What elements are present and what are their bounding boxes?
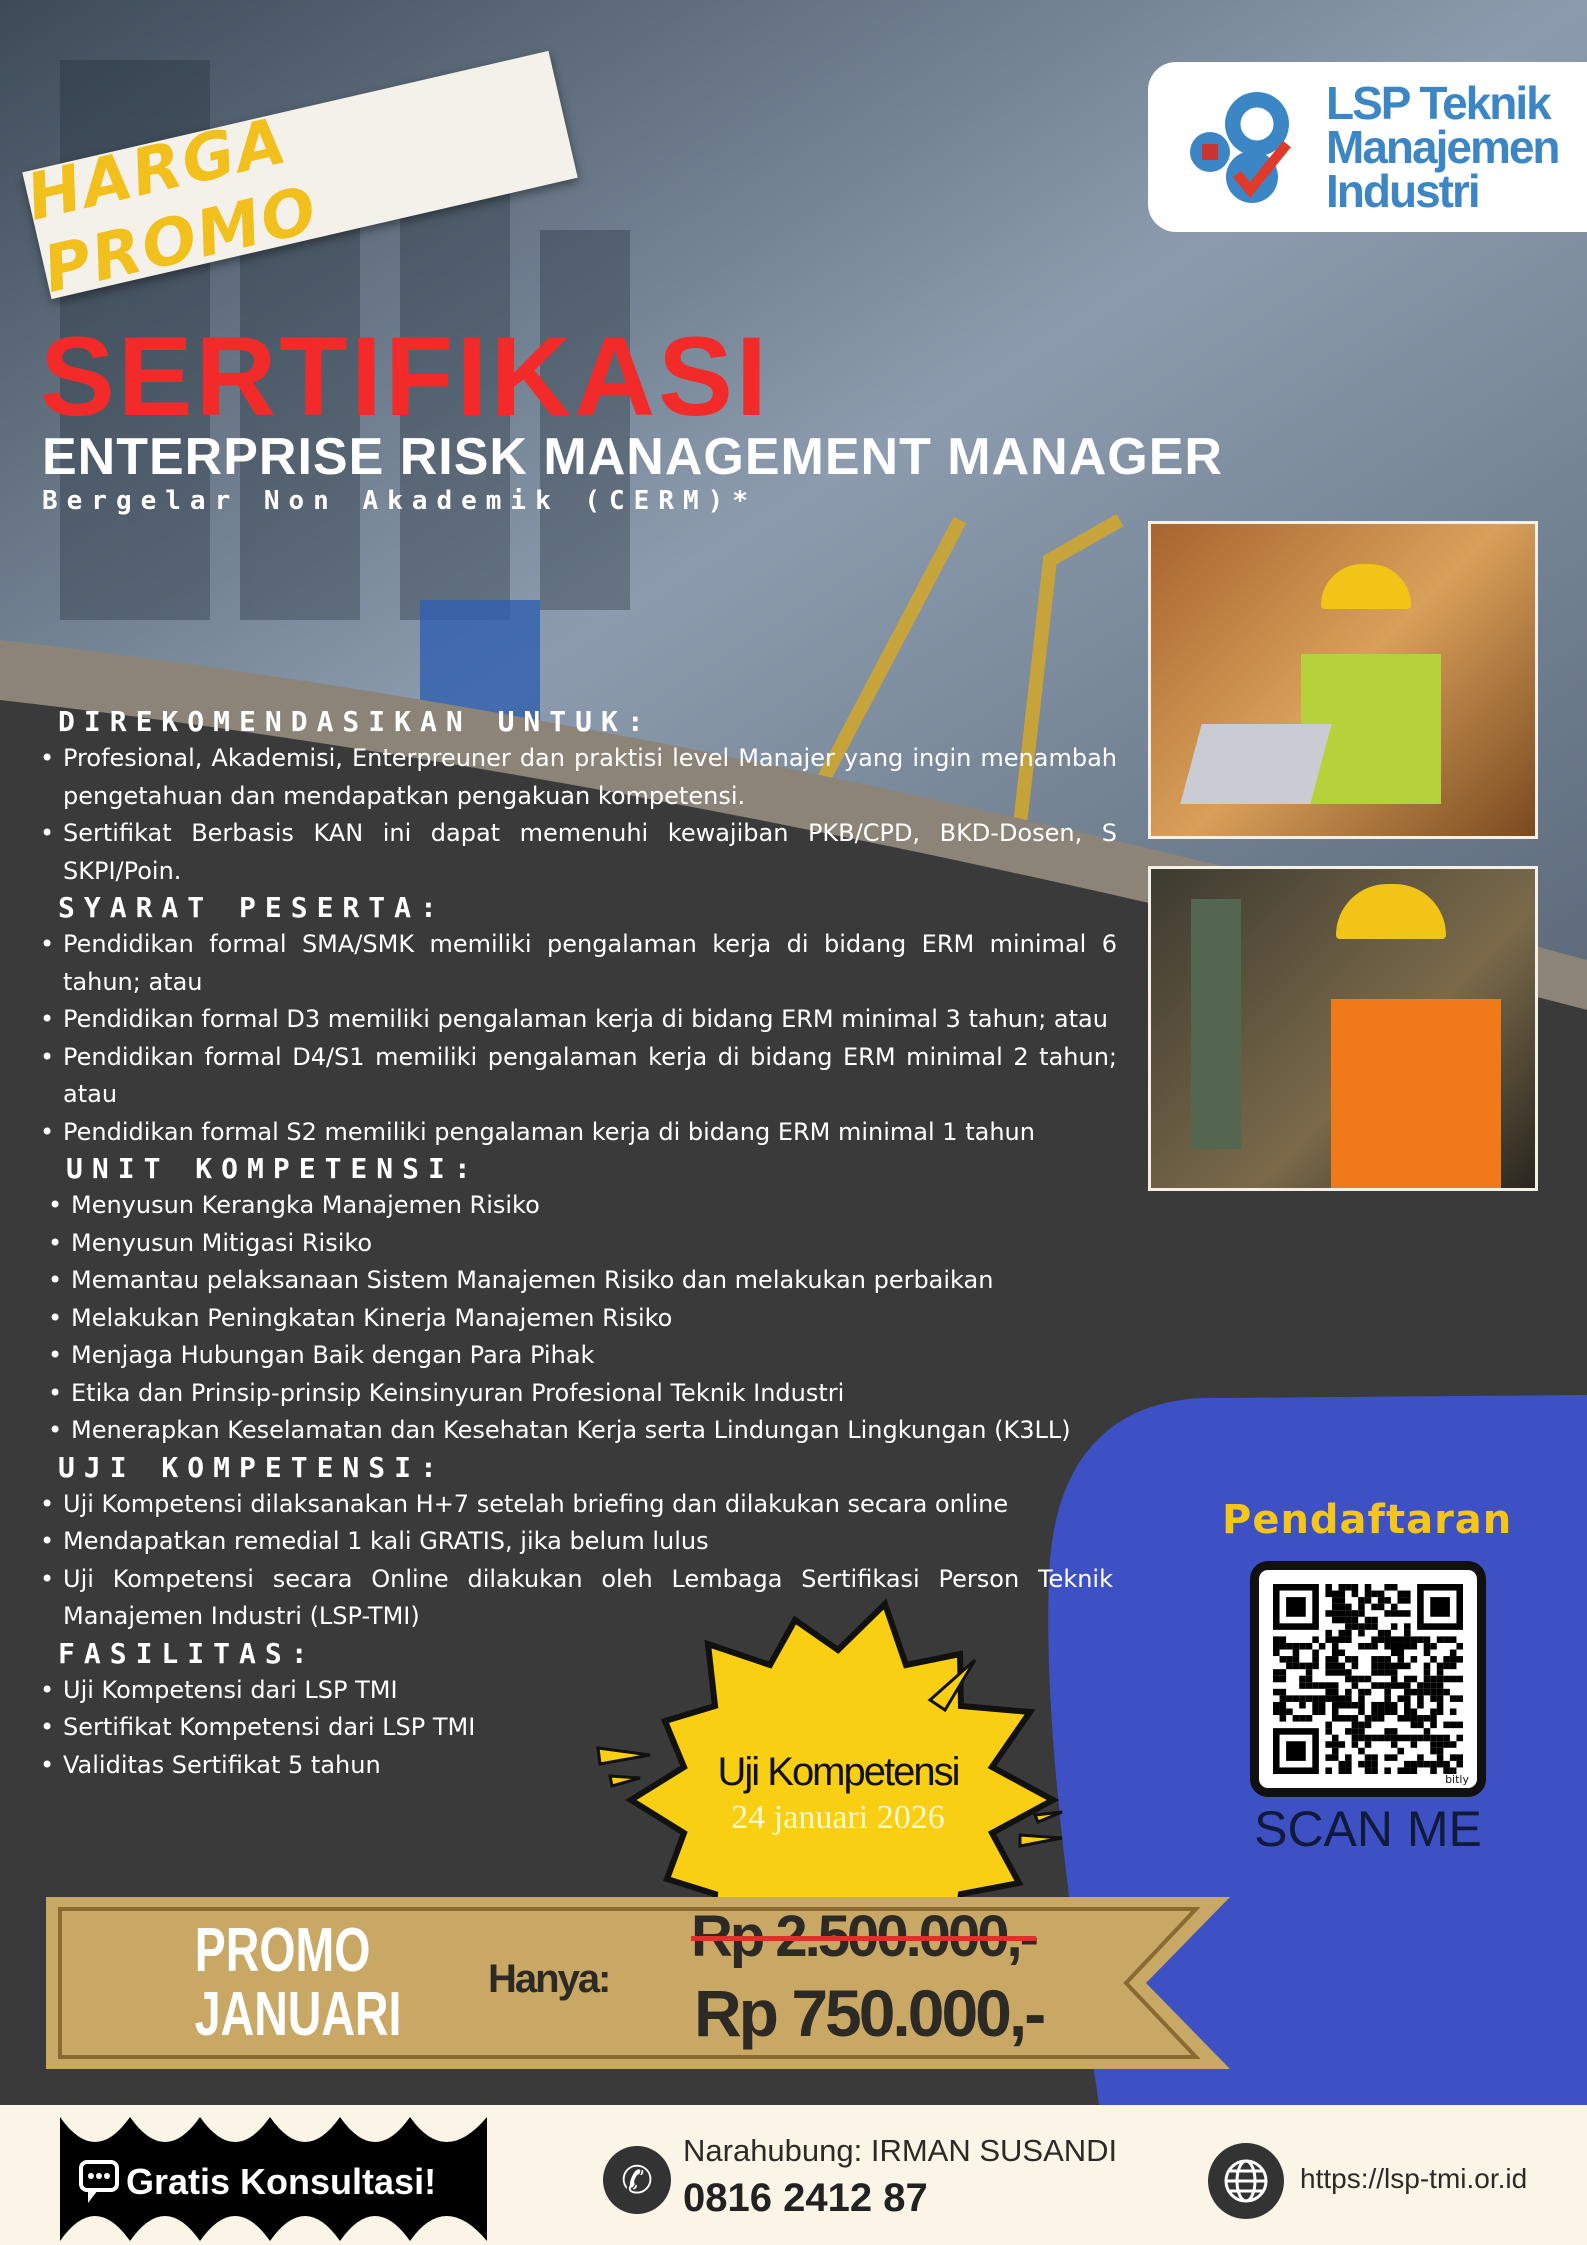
registration-label: Pendaftaran (1222, 1497, 1513, 1543)
section-exam (40, 1450, 1113, 1636)
section-requirements (40, 890, 1117, 1151)
harga-promo-text: HARGA PROMO (20, 104, 326, 308)
list-item: • Menyusun Mitigasi Risiko (48, 1225, 1117, 1263)
list-item: • Sertifikat Berbasis KAN ini dapat memenuhi kewajiban PKB/CPD, BKD-Dosen, S SKPI/Poin. (40, 815, 1117, 890)
qr-code-icon (1273, 1584, 1463, 1774)
consultation-button[interactable] (60, 2117, 487, 2241)
registration-qr-code[interactable] (1250, 1561, 1486, 1797)
list-item: • Pendidikan formal S2 memiliki pengalaman kerja di bidang ERM minimal 1 tahun (40, 1114, 1117, 1152)
list-item: • Melakukan Peningkatan Kinerja Manajemen Risiko (48, 1300, 1117, 1338)
exam-date: 24 januari 2026 (731, 1799, 945, 1836)
promo-line1: PROMO (194, 1916, 371, 1985)
section-heading: SYARAT PESERTA: (58, 891, 446, 924)
logo-line2: Manajemen (1326, 121, 1559, 173)
promo-banner (46, 1897, 1230, 2069)
globe-icon (1208, 2143, 1284, 2219)
content-sections (40, 704, 1120, 1784)
list-item: • Pendidikan formal D3 memiliki pengalaman kerja di bidang ERM minimal 3 tahun; atau (40, 1001, 1117, 1039)
list-item: • Etika dan Prinsip-prinsip Keinsinyuran Profesional Teknik Industri (48, 1375, 1117, 1413)
list-item: • Uji Kompetensi dari LSP TMI (40, 1672, 640, 1710)
list-item: • Memantau pelaksanaan Sistem Manajemen Risiko dan melakukan perbaikan (48, 1262, 1117, 1300)
promo-line2: JANUARI (194, 1980, 402, 2049)
exam-date-badge (688, 1750, 988, 1837)
phone-number[interactable]: 0816 2412 87 (683, 2176, 928, 2220)
list-item: • Menyusun Kerangka Manajemen Risiko (48, 1187, 1117, 1225)
footer (0, 2105, 1587, 2245)
section-facilities (40, 1636, 640, 1785)
list-item: • Profesional, Akademisi, Enterpreuner dan praktisi level Manajer yang ingin menambah pengetahuan dan mendapatkan pengakuan kompetensi. (40, 740, 1117, 815)
list-item: • Menjaga Hubungan Baik dengan Para Pihak (48, 1337, 1117, 1375)
consultation-label: Gratis Konsultasi! (126, 2161, 437, 2202)
list-item: • Uji Kompetensi dilaksanakan H+7 setelah briefing dan dilakukan secara online (40, 1486, 1113, 1524)
list-item: • Pendidikan formal D4/S1 memiliki pengalaman kerja di bidang ERM minimal 2 tahun; atau (40, 1039, 1117, 1114)
list-item: • Menerapkan Keselamatan dan Kesehatan Kerja serta Lindungan Lingkungan (K3LL) (48, 1412, 1117, 1450)
section-heading: UJI KOMPETENSI: (58, 1450, 446, 1484)
old-price: Rp 2.500.000,- (691, 1904, 1036, 1969)
section-heading: FASILITAS: (58, 1636, 317, 1670)
machinist-worker-photo (1148, 866, 1538, 1191)
list-item: • Mendapatkan remedial 1 kali GRATIS, jika belum lulus (40, 1523, 1113, 1561)
list-item: • Validitas Sertifikat 5 tahun (40, 1747, 640, 1785)
website-link[interactable]: https://lsp-tmi.or.id (1300, 2163, 1528, 2194)
logo-line3: Industri (1326, 165, 1479, 217)
degree-label: Bergelar Non Akademik (CERM)* (42, 486, 757, 516)
list-item: • Sertifikat Kompetensi dari LSP TMI (40, 1709, 640, 1747)
qr-tag: bitly (1445, 1773, 1469, 1786)
exam-title: Uji Kompetensi (717, 1750, 959, 1794)
list-item: • Uji Kompetensi secara Online dilakukan oleh Lembaga Sertifikasi Person Teknik Manajemen Industri (LSP-TMI) (40, 1561, 1113, 1636)
warehouse-worker-photo (1148, 521, 1538, 839)
promo-only-label: Hanya: (488, 1957, 610, 2001)
certification-name: ENTERPRISE RISK MANAGEMENT MANAGER (42, 428, 1223, 486)
gear-logo-icon (1182, 82, 1312, 212)
section-competency-units (40, 1151, 1117, 1450)
chat-icon (78, 2159, 120, 2207)
list-item: • Pendidikan formal SMA/SMK memiliki pengalaman kerja di bidang ERM minimal 6 tahun; atau (40, 926, 1117, 1001)
section-heading: DIREKOMENDASIKAN UNTUK: (58, 705, 653, 738)
logo-line1: LSP Teknik (1326, 77, 1550, 129)
page-title: SERTIFIKASI (40, 314, 770, 439)
lsp-logo (1148, 62, 1587, 232)
section-recommended (40, 704, 1117, 890)
scan-me-label: SCAN ME (1254, 1801, 1482, 1857)
phone-icon: ✆ (603, 2146, 671, 2214)
contact-name: Narahubung: IRMAN SUSANDI (683, 2133, 1118, 2168)
section-heading: UNIT KOMPETENSI: (66, 1152, 480, 1185)
new-price: Rp 750.000,- (694, 1976, 1044, 2050)
